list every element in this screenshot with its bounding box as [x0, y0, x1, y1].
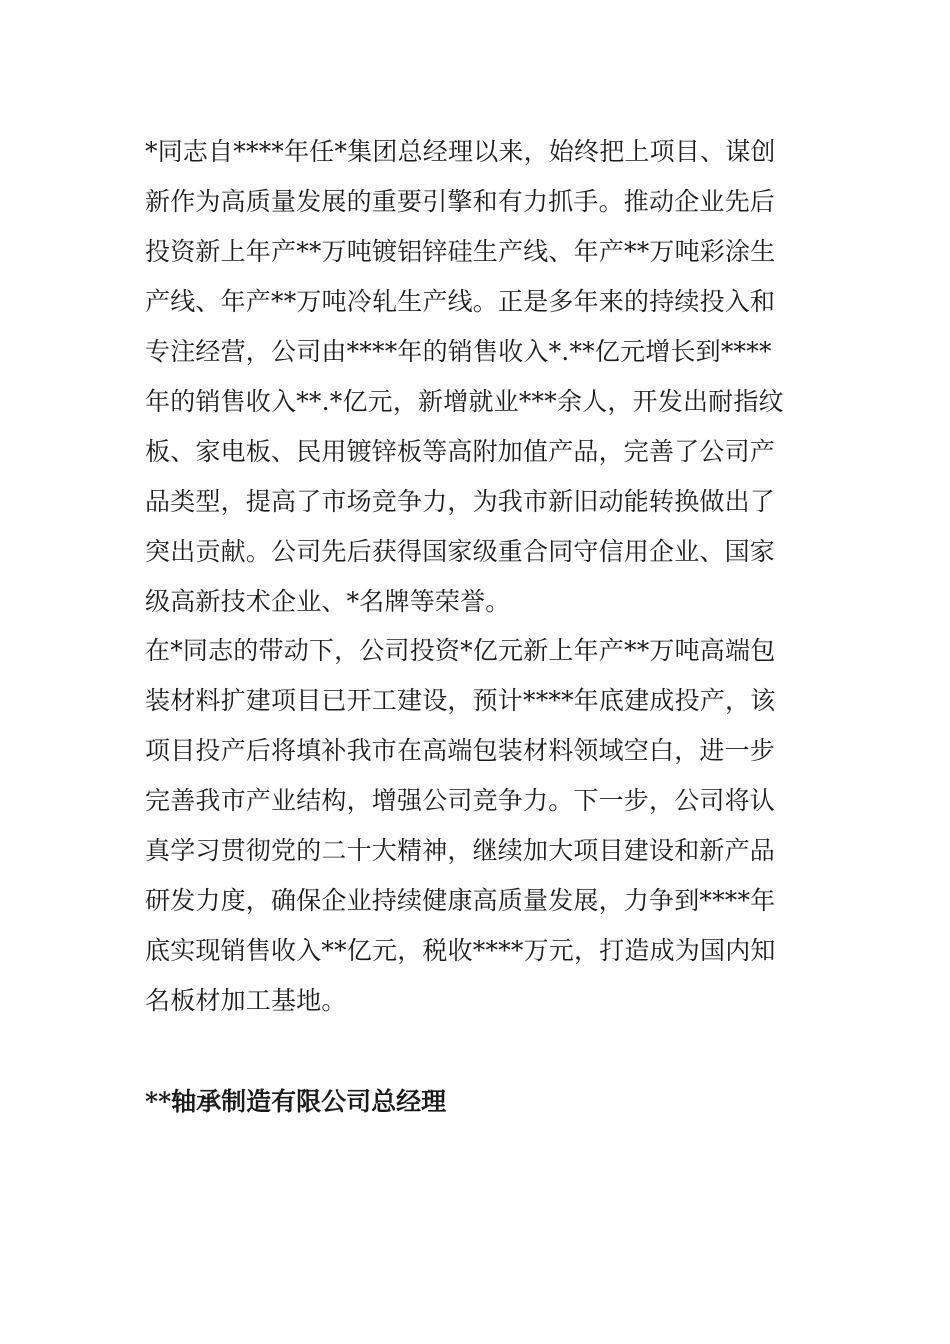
text-line: 产线、年产**万吨冷轧生产线。正是多年来的持续投入和	[145, 287, 776, 316]
text-line: 突出贡献。公司先后获得国家级重合同守信用企业、国家	[145, 537, 776, 566]
text-line: 真学习贯彻党的二十大精神，继续加大项目建设和新产品	[145, 836, 776, 865]
text-line: 研发力度，确保企业持续健康高质量发展，力争到****年	[145, 886, 776, 915]
text-line: 板、家电板、民用镀锌板等高附加值产品，完善了公司产	[145, 437, 776, 466]
section-heading: **轴承制造有限公司总经理	[145, 1087, 447, 1116]
text-line: 专注经营，公司由****年的销售收入*.**亿元增长到****	[145, 337, 772, 366]
text-line: 在*同志的带动下，公司投资*亿元新上年产**万吨高端包	[145, 636, 776, 665]
text-line: 级高新技术企业、*名牌等荣誉。	[145, 587, 511, 616]
text-line: 名板材加工基地。	[145, 986, 347, 1015]
text-line: 新作为高质量发展的重要引擎和有力抓手。推动企业先后	[145, 187, 776, 216]
text-line: 投资新上年产**万吨镀铝锌硅生产线、年产**万吨彩涂生	[145, 237, 776, 266]
text-line: *同志自****年任*集团总经理以来，始终把上项目、谋创	[145, 137, 776, 166]
text-line: 底实现销售收入**亿元，税收****万元，打造成为国内知	[145, 936, 776, 965]
text-line: 年的销售收入**.*亿元，新增就业***余人，开发出耐指纹	[145, 387, 784, 416]
text-line: 品类型，提高了市场竞争力，为我市新旧动能转换做出了	[145, 487, 776, 516]
text-line: 装材料扩建项目已开工建设，预计****年底建成投产，该	[145, 686, 776, 715]
text-line: 项目投产后将填补我市在高端包装材料领域空白，进一步	[145, 736, 776, 765]
text-line: 完善我市产业结构，增强公司竞争力。下一步，公司将认	[145, 786, 776, 815]
